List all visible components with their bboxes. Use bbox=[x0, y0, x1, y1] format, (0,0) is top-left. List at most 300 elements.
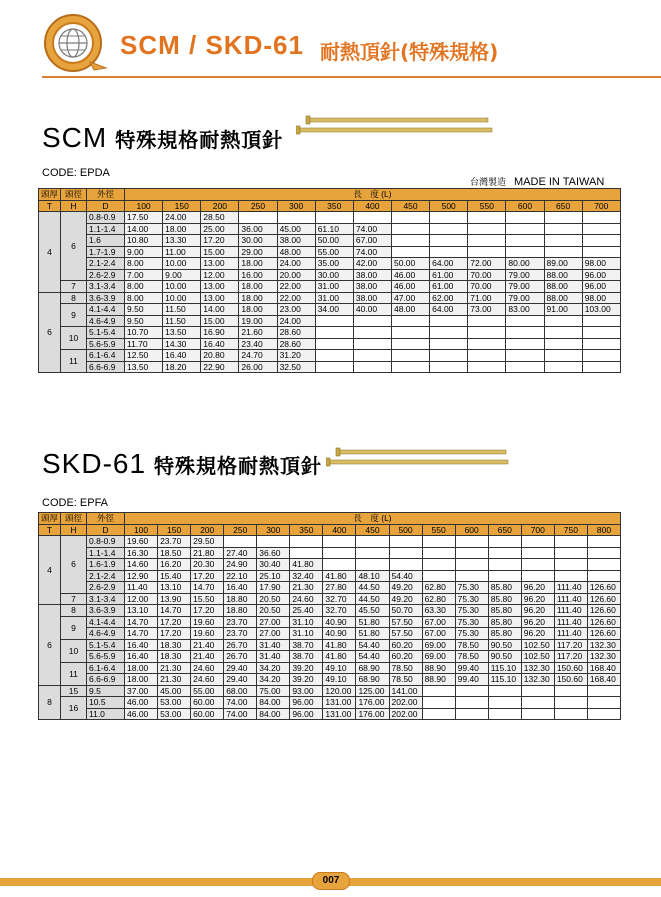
cell-price: 31.00 bbox=[315, 281, 353, 293]
cell-price bbox=[587, 536, 620, 548]
cell-price: 29.40 bbox=[224, 674, 257, 686]
page-number: 007 bbox=[312, 872, 350, 890]
cell-price: 68.90 bbox=[356, 662, 389, 674]
cell-price: 34.20 bbox=[257, 674, 290, 686]
cell-price: 88.00 bbox=[544, 281, 582, 293]
cell-head-diameter: 9 bbox=[61, 616, 87, 639]
cell-outer-diameter: 3.1-3.4 bbox=[87, 593, 125, 605]
cell-price: 84.00 bbox=[257, 697, 290, 709]
cell-price: 55.00 bbox=[315, 246, 353, 258]
cell-price: 8.00 bbox=[125, 281, 163, 293]
cell-price bbox=[544, 223, 582, 235]
cell-price: 96.20 bbox=[521, 593, 554, 605]
cell-price: 74.00 bbox=[353, 223, 391, 235]
section2-title-cn: 特殊規格耐熱頂針 bbox=[154, 454, 323, 478]
table-row bbox=[39, 674, 621, 686]
cell-price: 13.90 bbox=[158, 593, 191, 605]
cell-price bbox=[468, 212, 506, 224]
cell-price: 40.90 bbox=[323, 628, 356, 640]
cell-price: 18.30 bbox=[158, 651, 191, 663]
table-row bbox=[39, 327, 621, 339]
cell-price: 31.40 bbox=[257, 651, 290, 663]
cell-price: 63.30 bbox=[422, 605, 455, 617]
cell-price: 38.00 bbox=[277, 235, 315, 247]
cell-price bbox=[468, 338, 506, 350]
cell-price: 28.60 bbox=[277, 327, 315, 339]
col-header-outer-diameter: 外徑 bbox=[87, 189, 125, 201]
cell-price: 67.00 bbox=[422, 628, 455, 640]
cell-price: 131.00 bbox=[323, 708, 356, 720]
cell-outer-diameter: 2.6-2.9 bbox=[87, 269, 125, 281]
cell-price: 49.10 bbox=[323, 674, 356, 686]
length-header: 100 bbox=[125, 524, 158, 536]
table-row bbox=[39, 258, 621, 270]
table-row bbox=[39, 639, 621, 651]
cell-price: 8.00 bbox=[125, 258, 163, 270]
cell-price: 17.20 bbox=[158, 616, 191, 628]
cell-price: 27.00 bbox=[257, 616, 290, 628]
cell-price bbox=[506, 361, 544, 373]
cell-head-diameter: 16 bbox=[61, 697, 87, 720]
cell-price: 39.20 bbox=[290, 674, 323, 686]
cell-price bbox=[323, 536, 356, 548]
cell-price bbox=[582, 327, 620, 339]
cell-price: 10.80 bbox=[125, 235, 163, 247]
length-header: 100 bbox=[125, 200, 163, 212]
cell-price: 45.00 bbox=[277, 223, 315, 235]
table-row bbox=[39, 536, 621, 548]
cell-price: 14.70 bbox=[191, 582, 224, 594]
cell-head-diameter: 7 bbox=[61, 281, 87, 293]
cell-price: 49.20 bbox=[389, 593, 422, 605]
cell-price: 15.00 bbox=[201, 246, 239, 258]
cell-price: 120.00 bbox=[323, 685, 356, 697]
cell-price: 21.30 bbox=[290, 582, 323, 594]
section2-price-table bbox=[38, 512, 621, 720]
cell-outer-diameter: 2.1-2.4 bbox=[87, 570, 125, 582]
length-header: 450 bbox=[391, 200, 429, 212]
cell-price bbox=[587, 570, 620, 582]
cell-price: 19.60 bbox=[191, 628, 224, 640]
cell-price: 150.60 bbox=[554, 662, 587, 674]
cell-price bbox=[353, 338, 391, 350]
cell-price: 96.00 bbox=[290, 697, 323, 709]
cell-price bbox=[455, 685, 488, 697]
cell-price: 22.10 bbox=[224, 570, 257, 582]
cell-price: 11.00 bbox=[163, 246, 201, 258]
cell-price bbox=[356, 547, 389, 559]
cell-price bbox=[315, 212, 353, 224]
cell-price bbox=[455, 697, 488, 709]
cell-price: 10.00 bbox=[163, 281, 201, 293]
cell-price bbox=[582, 361, 620, 373]
cell-price bbox=[582, 350, 620, 362]
cell-price: 28.50 bbox=[201, 212, 239, 224]
cell-price: 30.40 bbox=[257, 559, 290, 571]
cell-price: 38.70 bbox=[290, 651, 323, 663]
cell-price: 83.00 bbox=[506, 304, 544, 316]
cell-price: 17.20 bbox=[201, 235, 239, 247]
cell-price bbox=[430, 246, 468, 258]
section1-code: CODE: EPDA bbox=[42, 167, 110, 179]
cell-price: 45.00 bbox=[158, 685, 191, 697]
cell-head-diameter: 10 bbox=[61, 327, 87, 350]
cell-price: 96.20 bbox=[521, 582, 554, 594]
cell-price: 42.00 bbox=[353, 258, 391, 270]
cell-price: 102.50 bbox=[521, 639, 554, 651]
cell-price bbox=[554, 685, 587, 697]
table-row bbox=[39, 570, 621, 582]
cell-price: 29.00 bbox=[239, 246, 277, 258]
length-header: 550 bbox=[468, 200, 506, 212]
table-row bbox=[39, 708, 621, 720]
table-row bbox=[39, 235, 621, 247]
cell-price bbox=[468, 235, 506, 247]
cell-price: 15.50 bbox=[191, 593, 224, 605]
cell-price: 53.00 bbox=[158, 708, 191, 720]
cell-price bbox=[468, 361, 506, 373]
cell-price bbox=[315, 315, 353, 327]
cell-price: 62.80 bbox=[422, 582, 455, 594]
cell-price: 111.40 bbox=[554, 628, 587, 640]
cell-outer-diameter: 6.6-6.9 bbox=[87, 674, 125, 686]
length-header: 200 bbox=[201, 200, 239, 212]
cell-outer-diameter: 9.5 bbox=[87, 685, 125, 697]
cell-price bbox=[544, 338, 582, 350]
cell-price: 20.00 bbox=[277, 269, 315, 281]
cell-price bbox=[521, 559, 554, 571]
cell-price bbox=[544, 350, 582, 362]
cell-price bbox=[582, 223, 620, 235]
cell-price: 98.00 bbox=[582, 292, 620, 304]
cell-outer-diameter: 4.6-4.9 bbox=[87, 628, 125, 640]
page-footer bbox=[0, 868, 661, 897]
table-row bbox=[39, 651, 621, 663]
cell-price: 78.50 bbox=[455, 639, 488, 651]
cell-outer-diameter: 2.1-2.4 bbox=[87, 258, 125, 270]
cell-price bbox=[290, 547, 323, 559]
cell-price bbox=[422, 685, 455, 697]
cell-price: 18.80 bbox=[224, 605, 257, 617]
cell-outer-diameter: 1.1-1.4 bbox=[87, 547, 125, 559]
cell-price: 9.00 bbox=[125, 246, 163, 258]
cell-price: 18.20 bbox=[163, 361, 201, 373]
cell-price bbox=[422, 570, 455, 582]
cell-price: 85.80 bbox=[488, 593, 521, 605]
cell-price bbox=[353, 327, 391, 339]
cell-price: 115.10 bbox=[488, 662, 521, 674]
cell-head-diameter: 8 bbox=[61, 292, 87, 304]
cell-price bbox=[544, 315, 582, 327]
cell-price: 26.00 bbox=[239, 361, 277, 373]
length-header: 400 bbox=[353, 200, 391, 212]
cell-price: 46.00 bbox=[391, 269, 429, 281]
cell-price bbox=[468, 327, 506, 339]
ejector-pin-icon bbox=[326, 446, 512, 470]
cell-price bbox=[468, 350, 506, 362]
cell-price: 9.50 bbox=[125, 304, 163, 316]
cell-price: 23.70 bbox=[158, 536, 191, 548]
cell-price: 21.80 bbox=[191, 547, 224, 559]
company-logo-icon bbox=[38, 12, 108, 74]
cell-price: 12.90 bbox=[125, 570, 158, 582]
cell-price: 102.50 bbox=[521, 651, 554, 663]
cell-price bbox=[521, 547, 554, 559]
cell-price: 14.70 bbox=[158, 605, 191, 617]
cell-price: 14.70 bbox=[125, 628, 158, 640]
cell-price: 24.90 bbox=[224, 559, 257, 571]
section2-title-main: SKD-61 bbox=[42, 448, 147, 479]
col-header-h: H bbox=[61, 200, 87, 212]
cell-price: 38.00 bbox=[353, 281, 391, 293]
cell-price bbox=[430, 223, 468, 235]
cell-price: 31.40 bbox=[257, 639, 290, 651]
cell-price: 14.00 bbox=[125, 223, 163, 235]
table-row bbox=[39, 605, 621, 617]
cell-price: 41.80 bbox=[290, 559, 323, 571]
cell-price: 75.30 bbox=[455, 593, 488, 605]
cell-outer-diameter: 5.6-5.9 bbox=[87, 338, 125, 350]
cell-price: 69.00 bbox=[422, 639, 455, 651]
table-row bbox=[39, 559, 621, 571]
cell-outer-diameter: 5.1-5.4 bbox=[87, 327, 125, 339]
table-row bbox=[39, 281, 621, 293]
cell-price: 75.30 bbox=[455, 582, 488, 594]
length-header: 600 bbox=[506, 200, 544, 212]
cell-price: 20.50 bbox=[257, 605, 290, 617]
cell-price: 111.40 bbox=[554, 582, 587, 594]
cell-price: 25.00 bbox=[201, 223, 239, 235]
cell-price: 70.00 bbox=[468, 281, 506, 293]
header-title: SCM / SKD-61 bbox=[120, 30, 304, 60]
cell-price: 17.20 bbox=[191, 605, 224, 617]
cell-price: 30.00 bbox=[239, 235, 277, 247]
cell-head-diameter: 11 bbox=[61, 350, 87, 373]
table-row bbox=[39, 662, 621, 674]
cell-price: 13.50 bbox=[125, 361, 163, 373]
cell-price: 126.60 bbox=[587, 616, 620, 628]
page-header bbox=[0, 0, 661, 84]
cell-price bbox=[391, 327, 429, 339]
cell-outer-diameter: 1.6-1.9 bbox=[87, 559, 125, 571]
table-row bbox=[39, 616, 621, 628]
cell-price: 46.00 bbox=[391, 281, 429, 293]
cell-price bbox=[521, 685, 554, 697]
table-row bbox=[39, 212, 621, 224]
col-header-length: 長 度 (L) bbox=[125, 189, 621, 201]
cell-price: 51.80 bbox=[356, 628, 389, 640]
cell-price: 88.00 bbox=[544, 292, 582, 304]
cell-price: 12.00 bbox=[125, 593, 158, 605]
length-header: 400 bbox=[323, 524, 356, 536]
cell-price bbox=[430, 212, 468, 224]
cell-price: 45.50 bbox=[356, 605, 389, 617]
cell-price: 141.00 bbox=[389, 685, 422, 697]
cell-price: 68.90 bbox=[356, 674, 389, 686]
cell-price: 115.10 bbox=[488, 674, 521, 686]
length-header: 700 bbox=[582, 200, 620, 212]
cell-price: 132.30 bbox=[521, 674, 554, 686]
cell-price bbox=[391, 350, 429, 362]
length-header: 450 bbox=[356, 524, 389, 536]
col-header-length: 長 度 (L) bbox=[125, 513, 621, 525]
cell-price bbox=[488, 547, 521, 559]
cell-price bbox=[506, 338, 544, 350]
cell-price bbox=[430, 361, 468, 373]
cell-price: 26.70 bbox=[224, 651, 257, 663]
made-in-en: MADE IN TAIWAN bbox=[514, 176, 605, 188]
cell-price bbox=[353, 350, 391, 362]
cell-price: 18.00 bbox=[239, 281, 277, 293]
cell-price: 74.00 bbox=[224, 697, 257, 709]
cell-price: 31.10 bbox=[290, 616, 323, 628]
cell-price bbox=[582, 212, 620, 224]
table-row bbox=[39, 223, 621, 235]
cell-price bbox=[391, 223, 429, 235]
cell-price: 24.00 bbox=[163, 212, 201, 224]
cell-price: 84.00 bbox=[257, 708, 290, 720]
table-row bbox=[39, 547, 621, 559]
cell-price: 24.00 bbox=[277, 315, 315, 327]
cell-price: 27.40 bbox=[224, 547, 257, 559]
cell-price: 111.40 bbox=[554, 605, 587, 617]
cell-price: 26.70 bbox=[224, 639, 257, 651]
cell-price: 79.00 bbox=[506, 292, 544, 304]
cell-price bbox=[455, 547, 488, 559]
cell-price: 23.70 bbox=[224, 628, 257, 640]
length-header: 650 bbox=[544, 200, 582, 212]
cell-price: 7.00 bbox=[125, 269, 163, 281]
section2-title bbox=[42, 448, 322, 480]
cell-price: 41.80 bbox=[323, 570, 356, 582]
length-header: 500 bbox=[430, 200, 468, 212]
cell-price: 11.50 bbox=[163, 304, 201, 316]
cell-price: 44.50 bbox=[356, 582, 389, 594]
cell-price bbox=[488, 570, 521, 582]
cell-price: 24.60 bbox=[191, 662, 224, 674]
length-header: 300 bbox=[257, 524, 290, 536]
cell-outer-diameter: 3.6-3.9 bbox=[87, 292, 125, 304]
cell-price: 78.50 bbox=[389, 662, 422, 674]
cell-price: 96.20 bbox=[521, 628, 554, 640]
cell-price: 75.30 bbox=[455, 605, 488, 617]
cell-price: 24.60 bbox=[290, 593, 323, 605]
cell-price: 88.00 bbox=[544, 269, 582, 281]
cell-price: 22.00 bbox=[277, 281, 315, 293]
cell-price bbox=[468, 246, 506, 258]
table-row bbox=[39, 628, 621, 640]
cell-price: 125.00 bbox=[356, 685, 389, 697]
cell-price: 62.00 bbox=[430, 292, 468, 304]
cell-price bbox=[506, 235, 544, 247]
cell-price bbox=[587, 685, 620, 697]
cell-price bbox=[455, 559, 488, 571]
cell-price: 18.00 bbox=[163, 223, 201, 235]
cell-price bbox=[257, 536, 290, 548]
cell-price: 64.00 bbox=[430, 304, 468, 316]
cell-price: 13.10 bbox=[158, 582, 191, 594]
cell-price bbox=[430, 350, 468, 362]
cell-head-thickness: 4 bbox=[39, 212, 61, 293]
cell-price: 41.80 bbox=[323, 639, 356, 651]
section1-title-main: SCM bbox=[42, 122, 108, 153]
cell-price bbox=[521, 697, 554, 709]
cell-price: 21.30 bbox=[158, 674, 191, 686]
cell-price: 71.00 bbox=[468, 292, 506, 304]
cell-price bbox=[587, 697, 620, 709]
col-header-t: T bbox=[39, 200, 61, 212]
cell-price: 60.20 bbox=[389, 639, 422, 651]
length-header: 350 bbox=[290, 524, 323, 536]
cell-head-thickness: 6 bbox=[39, 605, 61, 686]
cell-price: 17.50 bbox=[125, 212, 163, 224]
cell-price bbox=[554, 708, 587, 720]
cell-price: 36.60 bbox=[257, 547, 290, 559]
cell-price: 38.00 bbox=[353, 292, 391, 304]
cell-head-thickness: 6 bbox=[39, 292, 61, 373]
cell-price: 17.20 bbox=[191, 570, 224, 582]
length-header: 250 bbox=[224, 524, 257, 536]
cell-price bbox=[323, 559, 356, 571]
cell-price: 40.00 bbox=[353, 304, 391, 316]
cell-price bbox=[422, 559, 455, 571]
cell-price: 40.90 bbox=[323, 616, 356, 628]
cell-price: 80.00 bbox=[506, 258, 544, 270]
cell-price bbox=[506, 350, 544, 362]
cell-price bbox=[353, 361, 391, 373]
cell-price: 90.50 bbox=[488, 651, 521, 663]
cell-price: 18.30 bbox=[158, 639, 191, 651]
cell-price: 13.00 bbox=[201, 258, 239, 270]
cell-price: 96.00 bbox=[582, 281, 620, 293]
cell-price: 61.00 bbox=[430, 269, 468, 281]
cell-outer-diameter: 5.6-5.9 bbox=[87, 651, 125, 663]
cell-price: 126.60 bbox=[587, 628, 620, 640]
cell-price: 27.00 bbox=[257, 628, 290, 640]
cell-price: 17.90 bbox=[257, 582, 290, 594]
col-header-t: T bbox=[39, 524, 61, 536]
cell-price bbox=[488, 536, 521, 548]
cell-price: 85.80 bbox=[488, 582, 521, 594]
cell-price: 68.00 bbox=[224, 685, 257, 697]
cell-price bbox=[353, 315, 391, 327]
cell-price: 132.30 bbox=[587, 639, 620, 651]
cell-price: 103.00 bbox=[582, 304, 620, 316]
cell-price bbox=[587, 559, 620, 571]
col-header-head-diameter: 頭徑 bbox=[61, 513, 87, 525]
cell-price: 18.00 bbox=[125, 674, 158, 686]
cell-price: 16.40 bbox=[125, 651, 158, 663]
cell-price: 99.40 bbox=[455, 662, 488, 674]
header-subtitle: 耐熱頂針(特殊規格) bbox=[320, 40, 499, 64]
cell-price: 74.00 bbox=[224, 708, 257, 720]
cell-price: 53.00 bbox=[158, 697, 191, 709]
col-header-outer-diameter: 外徑 bbox=[87, 513, 125, 525]
cell-price: 23.40 bbox=[239, 338, 277, 350]
cell-price: 96.20 bbox=[521, 616, 554, 628]
cell-price bbox=[239, 212, 277, 224]
cell-price: 16.20 bbox=[158, 559, 191, 571]
cell-price bbox=[587, 708, 620, 720]
cell-price: 16.40 bbox=[163, 350, 201, 362]
cell-price: 9.50 bbox=[125, 315, 163, 327]
cell-outer-diameter: 6.6-6.9 bbox=[87, 361, 125, 373]
cell-price bbox=[353, 212, 391, 224]
cell-price bbox=[468, 315, 506, 327]
cell-price: 21.30 bbox=[158, 662, 191, 674]
col-header-d: D bbox=[87, 200, 125, 212]
cell-price bbox=[544, 327, 582, 339]
